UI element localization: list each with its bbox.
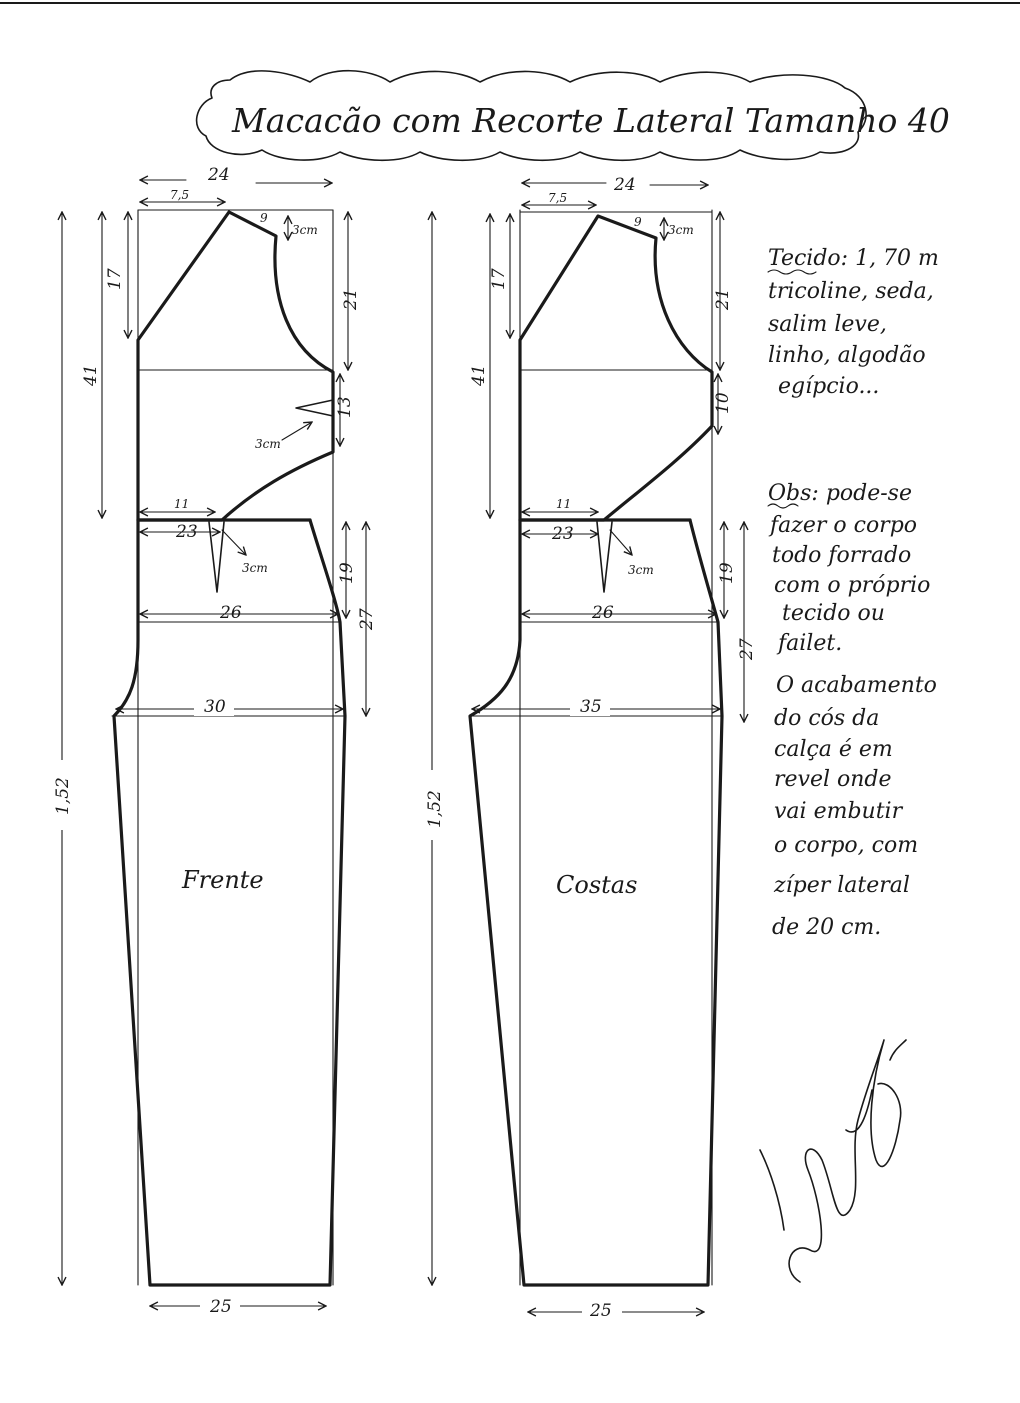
page-title: Macacão com Recorte Lateral Tamanho 40	[232, 101, 950, 140]
fabric-line-2: tricoline, seda,	[768, 279, 934, 304]
fabric-line-1: Tecido: 1, 70 m	[768, 246, 939, 271]
back-piece-name: Costas	[556, 871, 638, 899]
back-left-height-label: 17	[489, 268, 509, 290]
front-right-height-label: 21	[341, 288, 361, 310]
fabric-line-5: egípcio...	[778, 374, 880, 399]
obs-line-7: O acabamento	[776, 673, 937, 698]
obs-line-9: calça é em	[774, 737, 893, 762]
back-total-height-label: 41	[469, 364, 489, 386]
signature-scribble	[760, 1040, 906, 1282]
obs-line-2: fazer o corpo	[770, 513, 918, 538]
back-neck-top-label: 9	[634, 215, 642, 229]
obs-line-8: do cós da	[774, 706, 880, 731]
back-hip-upper-label: 26	[592, 603, 614, 623]
back-right-height-label: 21	[713, 288, 733, 310]
front-left-height-label: 17	[105, 268, 125, 290]
front-piece-name: Frente	[182, 866, 264, 894]
front-side-total-label: 27	[357, 608, 377, 630]
obs-line-14: de 20 cm.	[772, 915, 882, 940]
front-waist-mark-label: 11	[174, 497, 190, 511]
back-pattern-piece	[422, 175, 757, 1322]
front-bodice-dart-label: 3cm	[255, 437, 281, 451]
back-skirt-dart-pointer	[610, 530, 632, 555]
front-hip-upper-label: 26	[220, 603, 242, 623]
front-neck-top-label: 9	[260, 211, 268, 225]
front-bodice-dart	[296, 400, 333, 416]
obs-line-3: todo forrado	[772, 543, 912, 568]
obs-line-12: o corpo, com	[774, 833, 919, 858]
front-total-height-label: 41	[81, 364, 101, 386]
front-shoulder-label: 7,5	[170, 188, 190, 202]
obs-line-13: zíper lateral	[774, 873, 910, 898]
front-bodice-side-label: 13	[335, 396, 355, 418]
back-waist-label: 23	[552, 524, 574, 544]
back-hem-label: 25	[590, 1301, 612, 1321]
back-side-upper-label: 19	[717, 562, 737, 584]
front-skirt-dart-label: 3cm	[242, 561, 268, 575]
fabric-notes	[768, 246, 939, 399]
obs-line-11: vai embutir	[774, 799, 903, 824]
fabric-line-3: salim leve,	[768, 312, 887, 337]
back-skirt-dart	[597, 522, 612, 592]
front-hip-label: 30	[204, 697, 226, 717]
obs-line-10: revel onde	[774, 767, 892, 792]
back-lower-outline	[470, 520, 722, 1285]
back-waist-mark-label: 11	[556, 497, 572, 511]
observation-notes	[768, 481, 937, 940]
obs-line-4: com o próprio	[774, 573, 931, 598]
front-length-label: 1,52	[53, 777, 73, 815]
back-hip-label: 35	[580, 697, 602, 717]
front-pattern-piece	[52, 165, 377, 1317]
title-banner	[197, 71, 950, 161]
front-hem-label: 25	[210, 1297, 232, 1317]
back-bodice-outline	[520, 216, 712, 520]
front-bodice-dart-pointer	[282, 422, 312, 440]
back-side-total-label: 27	[737, 638, 757, 660]
back-top-width: 24	[614, 175, 636, 195]
back-bodice-side-label: 10	[713, 392, 733, 414]
front-waist-label: 23	[176, 522, 198, 542]
front-lower-outline	[114, 520, 345, 1285]
back-shoulder-label: 7,5	[548, 191, 568, 205]
back-skirt-dart-label: 3cm	[628, 563, 654, 577]
fabric-line-4: linho, algodão	[768, 343, 926, 368]
front-side-upper-label: 19	[337, 562, 357, 584]
back-neck-drop-label: 3cm	[668, 223, 694, 237]
front-skirt-dart-pointer	[222, 530, 246, 555]
front-bodice-outline	[138, 212, 333, 520]
back-length-label: 1,52	[425, 790, 445, 828]
front-neck-drop-label: 3cm	[292, 223, 318, 237]
signature	[760, 1040, 906, 1282]
obs-line-1: Obs: pode-se	[768, 481, 912, 506]
front-top-width: 24	[208, 165, 230, 185]
obs-line-5: tecido ou	[782, 601, 885, 626]
obs-line-6: failet.	[778, 631, 843, 656]
